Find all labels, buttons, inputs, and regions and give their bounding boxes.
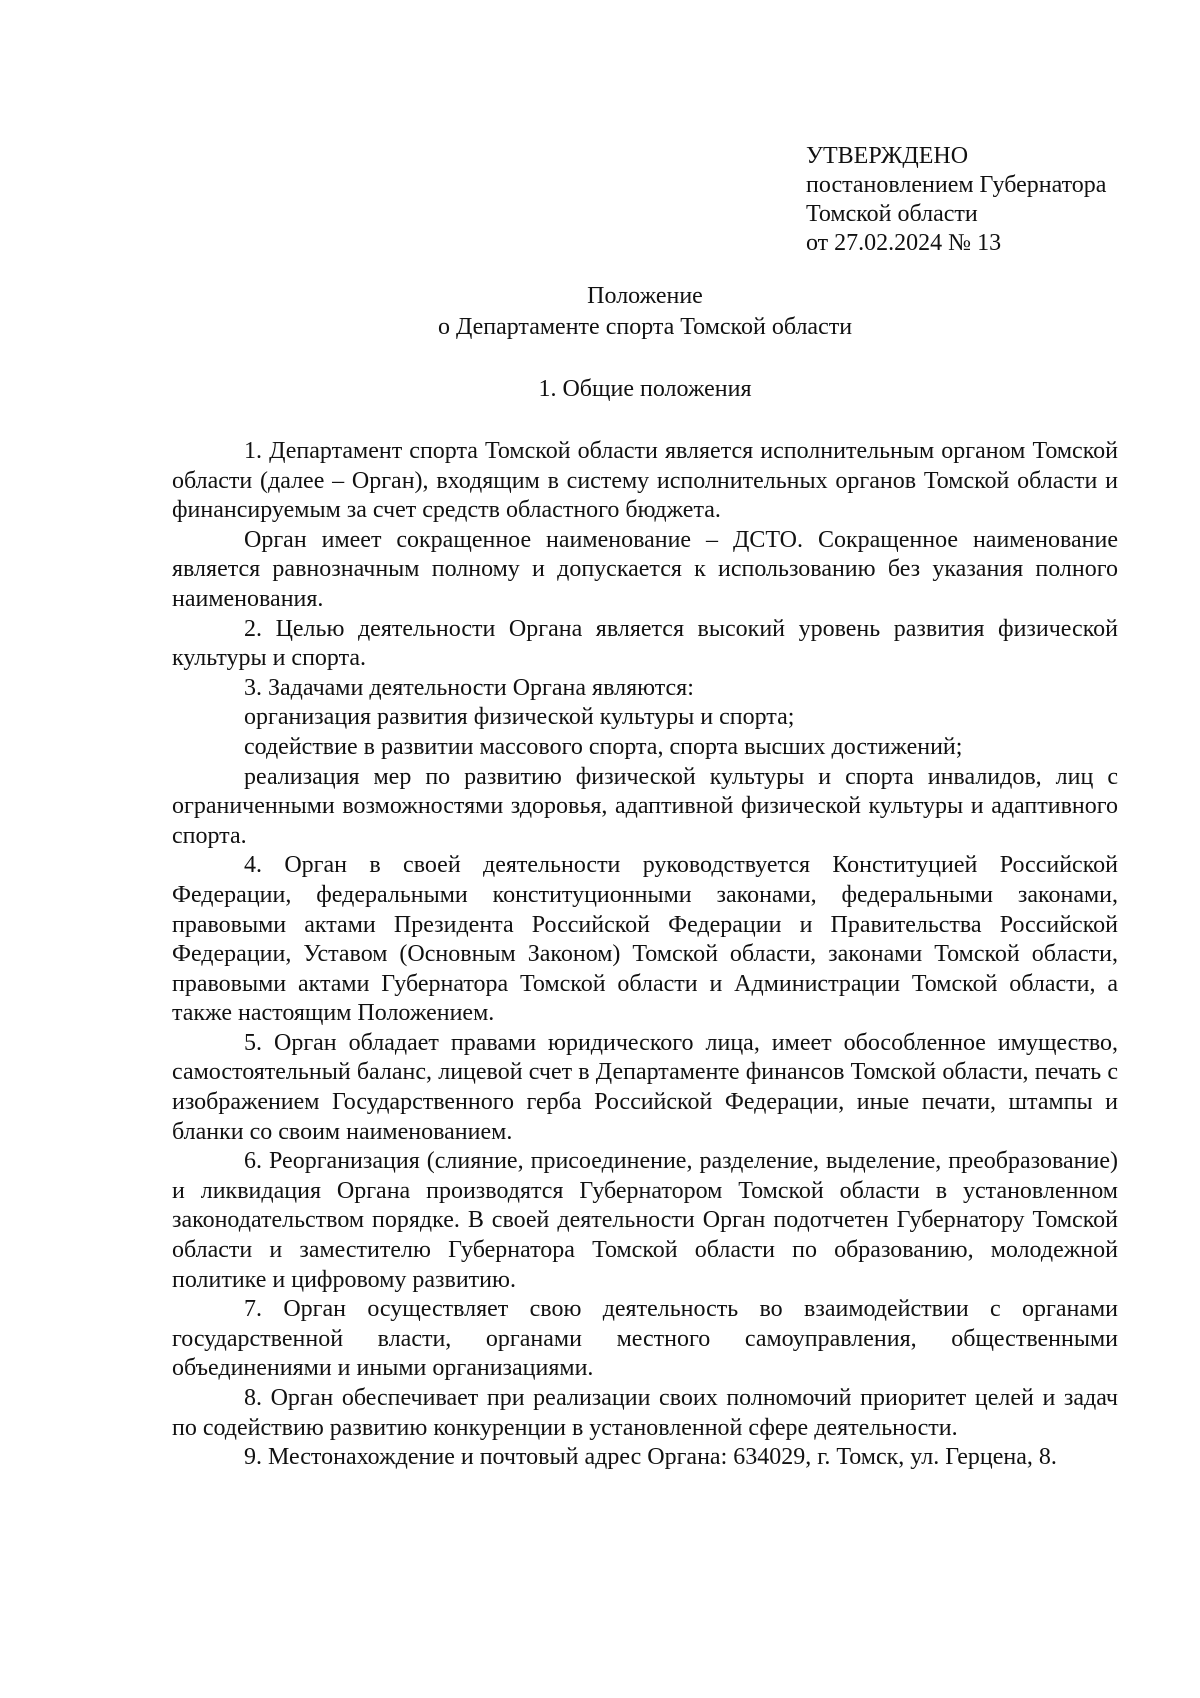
paragraph: 9. Местонахождение и почтовый адрес Органа: 634029, г. Томск, ул. Герцена, 8. [244,1444,1057,1471]
paragraph: 5. Орган обладает правами юридического лица, имеет обособленное имущество, самостоятельный баланс, лицевой счет в Департаменте финансов Томской области, печать с изображением Государственного герба Российской Федерации, иные печати, штампы и бланки со своим наименованием. [172,1029,1118,1145]
list-item: организация развития физической культуры и спорта; [244,704,795,731]
paragraph: 6. Реорганизация (слияние, присоединение, разделение, выделение, преобразование) и ликвидация Органа производятся Губернатором Томской области в установленном законодательством порядке. В своей деятельности Орган подотчетен Губернатору Томской области и заместителю Губернатора Томской области по образованию, молодежной политике и цифровому развитию. [172,1148,1118,1293]
approval-stamp [806,142,1176,258]
paragraph: 3. Задачами деятельности Органа являются: [244,674,694,701]
paragraph: 8. Орган обеспечивает при реализации своих полномочий приоритет целей и задач по содействию развитию конкуренции в установленной сфере деятельности. [172,1385,1118,1441]
document-subtitle: о Департаменте спорта Томской области [437,314,853,340]
approval-heading: УТВЕРЖДЕНО [806,143,969,169]
list-item: содействие в развитии массового спорта, спорта высших достижений; [244,733,963,760]
document-body [172,437,1118,1473]
paragraph: Орган имеет сокращенное наименование – ДСТО. Сокращенное наименование является равнозначным полному и допускается к использованию без указания полного наименования. [172,526,1118,612]
paragraph: 2. Целью деятельности Органа является высокий уровень развития физической культуры и спорта. [172,615,1118,672]
approval-line: Томской области [806,201,978,227]
document-title: Положение [587,283,703,309]
approval-line: постановлением Губернатора [806,172,1107,198]
paragraph: 4. Орган в своей деятельности руководствуется Конституцией Российской Федерации, федеральными конституционными законами, федеральными законами, правовыми актами Президента Российской Федерации и Правительства Российской Федерации, Уставом (Основным Законом) Томской области, законами Томской области, правовыми актами Губернатора Томской области и Администрации Томской области, а также настоящим Положением. [172,852,1118,1027]
paragraph: 7. Орган осуществляет свою деятельность во взаимодействии с органами государственной власти, органами местного самоуправления, общественными объединениями и иными организациями. [172,1296,1118,1382]
list-item: реализация мер по развитию физической культуры и спорта инвалидов, лиц с ограниченными возможностями здоровья, адаптивной физической культуры и адаптивного спорта. [172,763,1118,849]
section-heading: 1. Общие положения [538,376,752,402]
paragraph: 1. Департамент спорта Томской области является исполнительным органом Томской области (далее – Орган), входящим в систему исполнительных органов Томской области и финансируемым за счет средств областного бюджета. [172,438,1118,524]
approval-date: от 27.02.2024 № 13 [806,230,1002,256]
